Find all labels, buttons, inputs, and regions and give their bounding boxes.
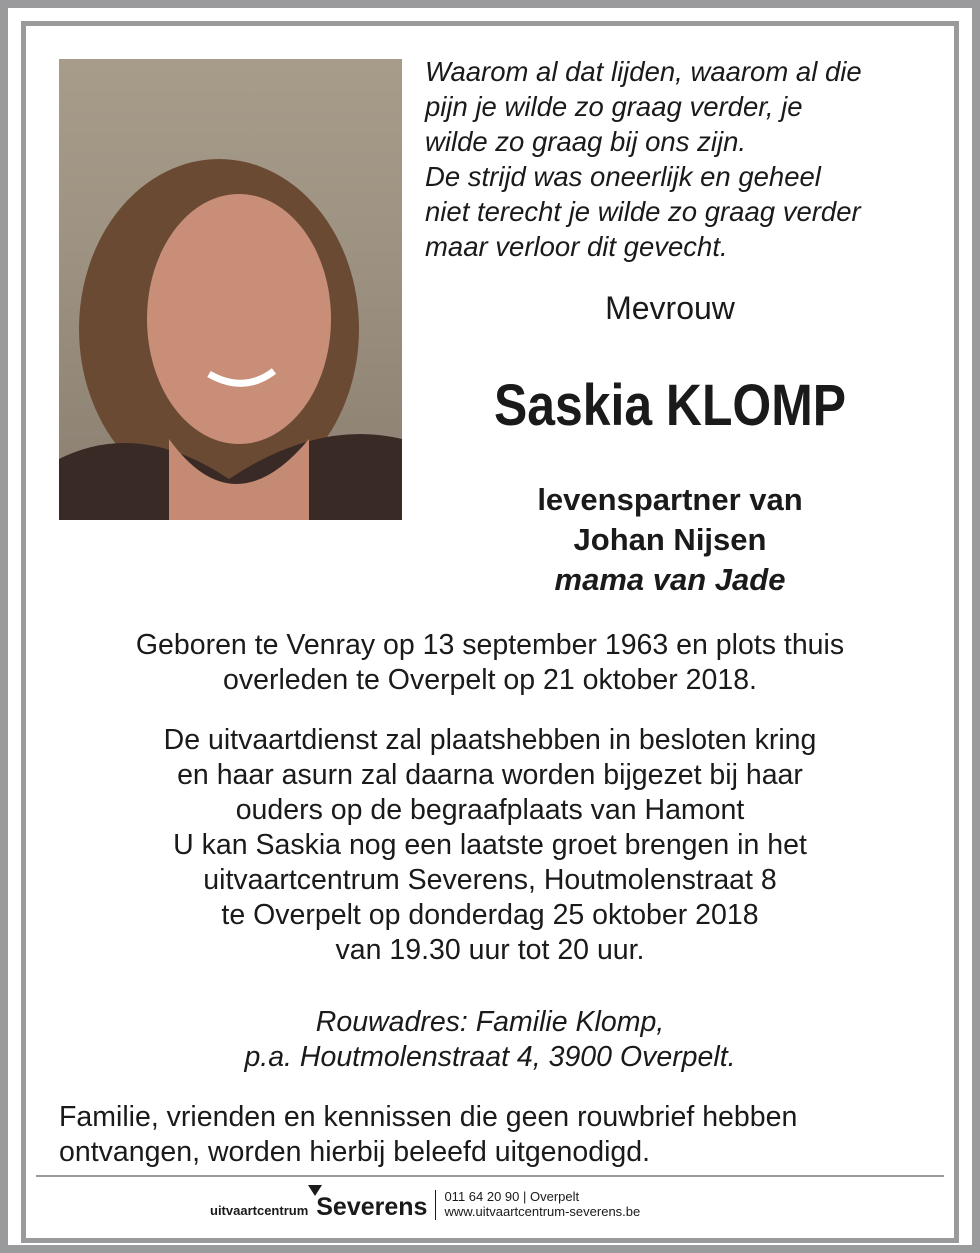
birth-death-info [40, 628, 940, 698]
website-link[interactable]: www.uitvaartcentrum-severens.be [444, 1204, 641, 1219]
phone: 011 64 20 90 | Overpelt [444, 1189, 580, 1204]
text-line: Familie, vrienden en kennissen die geen rouwbrief hebben [59, 1101, 798, 1133]
text-line: Rouwadres: Familie Klomp, [315, 1006, 665, 1038]
logo-brand [316, 1193, 427, 1222]
honorific: Mevrouw [605, 290, 735, 326]
poem-line: Waarom al dat lijden, waarom al die [425, 56, 862, 87]
text-line: p.a. Houtmolenstraat 4, 3900 Overpelt. [244, 1041, 736, 1073]
footer-divider [36, 1175, 944, 1177]
text-line: Geboren te Venray op 13 september 1963 en plots thuis [135, 629, 845, 661]
logo-prefix: uitvaartcentrum [210, 1203, 309, 1218]
brand-text: Severens [316, 1193, 428, 1221]
text-line: van 19.30 uur tot 20 uur. [335, 934, 645, 966]
relation-line: levenspartner van [537, 482, 803, 517]
funeral-home-footer [210, 1182, 640, 1222]
contact-info [444, 1189, 640, 1219]
mourning-address [40, 1005, 940, 1075]
invitation [59, 1100, 797, 1170]
deceased-name: Saskia KLOMP [493, 373, 847, 438]
relations [440, 480, 900, 600]
service-info [40, 723, 940, 968]
text-line: overleden te Overpelt op 21 oktober 2018. [223, 664, 757, 696]
poem-line: De strijd was oneerlijk en geheel [425, 161, 821, 192]
poem-line: pijn je wilde zo graag verder, je [425, 91, 803, 122]
separator [435, 1190, 436, 1220]
poem-line: niet terecht je wilde zo graag verder [425, 196, 861, 227]
relation-line: Johan Nijsen [573, 522, 767, 557]
text-line: uitvaartcentrum Severens, Houtmolenstraat 8 [203, 864, 777, 896]
poem-line: maar verloor dit gevecht. [425, 231, 728, 262]
text-line: en haar asurn zal daarna worden bijgezet bij haar [177, 759, 803, 791]
poem-line: wilde zo graag bij ons zijn. [425, 126, 747, 157]
triangle-icon [308, 1185, 322, 1196]
text-line: te Overpelt op donderdag 25 oktober 2018 [221, 899, 759, 931]
poem [425, 54, 862, 264]
relation-line: mama van Jade [554, 562, 786, 597]
portrait-photo [59, 59, 402, 520]
text-line: U kan Saskia nog een laatste groet brengen in het [173, 829, 807, 861]
text-line: ontvangen, worden hierbij beleefd uitgenodigd. [59, 1136, 651, 1168]
text-line: De uitvaartdienst zal plaatshebben in besloten kring [163, 724, 817, 756]
text-line: ouders op de begraafplaats van Hamont [235, 794, 745, 826]
